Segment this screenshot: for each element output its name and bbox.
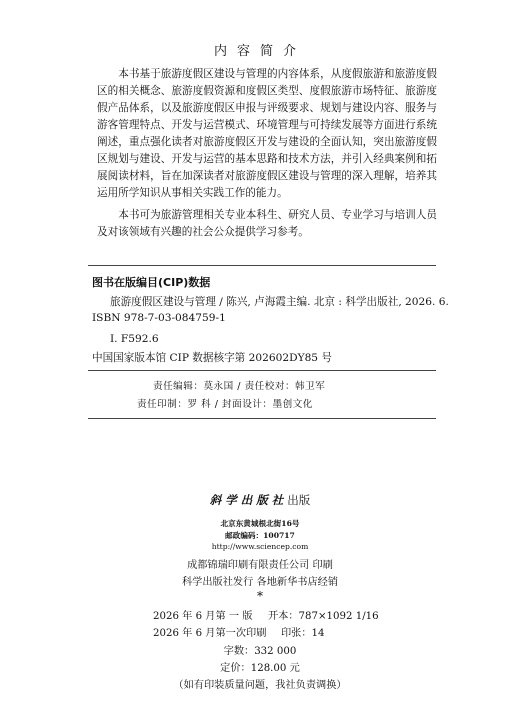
summary-paragraph-1: 本书基于旅游度假区建设与管理的内容体系，从度假旅游和旅游度假区的相关概念、旅游度假资源和度假区类型、度假旅游市场特征、旅游度假产品体系，以及旅游度假区申报与评级要求、规划与建设内容、服务与游客管理特点、开发与运营模式、环境管理与可持续发展等方面进行系统阐述，重点强化读者对旅游度假区开发与建设的全面认知，突出旅游度假区规划与建设、开发与运营的基本思路和技术方法，并引入经典案例和拓展阅读材料，旨在加深读者对旅游度假区建设与管理的深入理解，培养其运用所学知识从事相关实践工作的能力。 bbox=[97, 68, 437, 199]
cip-bottom-rule bbox=[88, 370, 436, 371]
publisher-logo-suffix: 出版 bbox=[287, 493, 311, 507]
publisher-logo bbox=[0, 492, 520, 508]
publisher-url: http://www.sciencep.com bbox=[211, 542, 309, 551]
cip-top-rule bbox=[88, 265, 436, 266]
impression-line: 2026 年 6 月第一次印刷 bbox=[153, 628, 267, 639]
summary-paragraph-2: 本书可为旅游管理相关专业本科生、研究人员、专业学习与培训人员及对该领域有兴趣的社会公众提供学习参考。 bbox=[97, 209, 437, 238]
publisher-address: 北京东黄城根北街16号 bbox=[220, 519, 300, 528]
credits-bottom-rule bbox=[88, 418, 436, 419]
word-count: 字数：332 000 bbox=[223, 646, 297, 657]
publisher-logo-text: 斜学出版社 bbox=[209, 493, 288, 507]
summary-title: 内容简介 bbox=[213, 44, 306, 59]
price: 定价：128.00 元 bbox=[220, 663, 300, 674]
distribution-line: 科学出版社发行 各地新华书店经销 bbox=[181, 577, 339, 588]
edition-line: 2026 年 6 月第 一 版 bbox=[153, 611, 253, 622]
credits-editor-line: 责任编辑：莫永国 / 责任校对：韩卫军 bbox=[153, 381, 326, 392]
quality-notice: （如有印装质量问题，我社负责调换） bbox=[173, 680, 347, 691]
cip-data-number: 中国国家版本馆 CIP 数据核字第 202602DY85 号 bbox=[92, 352, 333, 364]
credits-printing-line: 责任印制：罗 科 / 封面设计：墨创文化 bbox=[137, 399, 313, 410]
printer-line: 成都锦瑞印刷有限责任公司 印刷 bbox=[187, 560, 333, 571]
cip-heading: 图书在版编目(CIP)数据 bbox=[92, 276, 211, 289]
cip-book-line: 旅游度假区建设与管理 / 陈兴, 卢海霞主编. 北京 : 科学出版社, 2026. 6. bbox=[110, 296, 449, 308]
publisher-postcode: 邮政编码：100717 bbox=[225, 531, 295, 540]
sheets-line: 印张：14 bbox=[281, 628, 325, 639]
cip-isbn: ISBN 978-7-03-084759-1 bbox=[92, 312, 226, 324]
separator-star: * bbox=[257, 589, 263, 603]
cip-classification: Ⅰ. F592.6 bbox=[110, 333, 159, 345]
format-line: 开本：787×1092 1/16 bbox=[268, 611, 379, 622]
